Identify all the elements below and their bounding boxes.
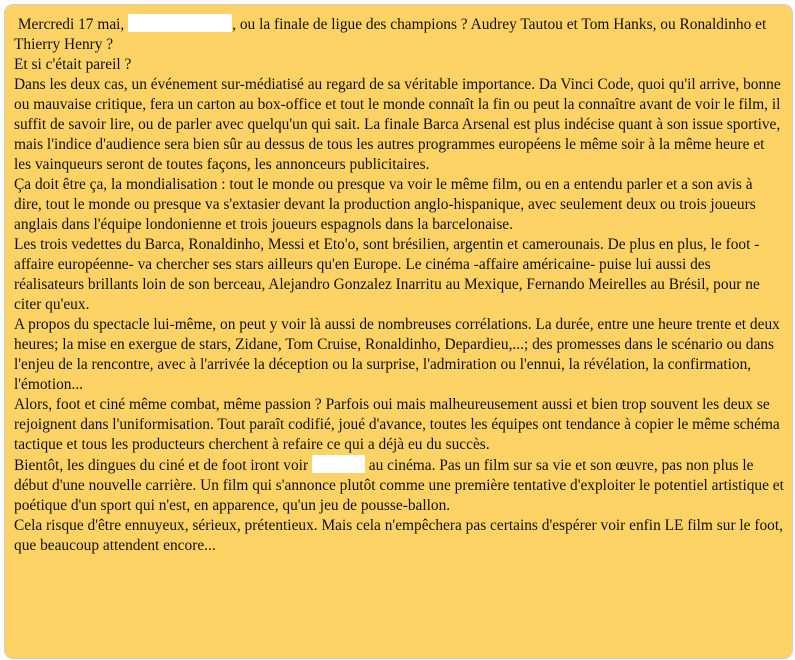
- paragraph-intro: [14, 14, 784, 55]
- upcoming-film-text-start: Bientôt, les dingues du ciné et de foot iront voir: [14, 457, 309, 474]
- paragraph-globalization: Ça doit être ça, la mondialisation : tout le monde ou presque va voir le même film, ou en a entendu parler et a son avis à dire, tout le monde ou presque va s'extasier devant la production anglo-hispanique, avec seulement deux ou trois joueurs anglais dans l'équipe londonienne et trois joueurs espagnols dans la barcelonaise.: [14, 176, 756, 233]
- paragraph-spectacle: A propos du spectacle lui-même, on peut y voir là aussi de nombreuses corrélations. La durée, entre une heure trente et deux heures; la mise en exergue de stars, Zidane, Tom Cruise, Ronaldinho, Depardieu,...; des promesses dans le scénario ou dans l'enjeu de la rencontre, avec à l'arrivée la déception ou la surprise, l'admiration ou l'ennui, la révélation, la confirmation, l'émotion...: [14, 316, 780, 393]
- paragraph-stars: Les trois vedettes du Barca, Ronaldinho, Messi et Eto'o, sont brésilien, argentin et camerounais. De plus en plus, le foot -affaire européenne- va chercher ses stars ailleurs qu'en Europe. Le cinéma -affaire américaine- puise lui aussi des réalisateurs brillants loin de son berceau, Alejandro Gonzalez Inarritu au Mexique, Fernando Meirelles au Brésil, pour ne citer qu'eux.: [14, 236, 760, 313]
- paragraph-conclusion: Cela risque d'être ennuyeux, sérieux, prétentieux. Mais cela n'empêchera pas certains d'espérer voir enfin LE film sur le foot, que beaucoup attendent encore...: [14, 517, 784, 554]
- article-card: [4, 4, 793, 659]
- paragraph-uniformity: Alors, foot et ciné même combat, même passion ? Parfois oui mais malheureusement aussi et bien trop souvent les deux se rejoignent dans l'uniformisation. Tout paraît codifié, joué d'avance, toutes les équipes ont tendance à copier le même schéma tactique et tous les producteurs cherchent à refaire ce qui a déjà eu du succès.: [14, 396, 780, 453]
- redacted-title-block: [128, 14, 232, 32]
- paragraph-upcoming-film: [14, 455, 784, 516]
- intro-text-start: Mercredi 17 mai,: [17, 16, 125, 33]
- upcoming-film-text-end: au cinéma. Pas un film sur sa vie et son œuvre, pas non plus le début d'une nouvelle carrière. Un film qui s'annonce plutôt comme une première tentative d'exploiter le potentiel artistique et poétique d'un sport qui n'est, en apparence, qu'un jeu de pousse-ballon.: [14, 457, 784, 514]
- intro-text-end: , ou la finale de ligue des champions ? Audrey Tautou et Tom Hanks, ou Ronaldinho et Thierry Henry ?: [14, 16, 767, 53]
- article-body: [14, 14, 784, 556]
- redacted-name-block: [312, 455, 365, 473]
- paragraph-question: Et si c'était pareil ?: [14, 56, 132, 73]
- paragraph-media-events: Dans les deux cas, un événement sur-médiatisé au regard de sa véritable importance. Da Vinci Code, quoi qu'il arrive, bonne ou mauvaise critique, fera un carton au box-office et tout le monde connaît la fin ou peut la connaître avant de voir le film, il suffit de savoir lire, ou de parler avec quelqu'un qui sait. La finale Barca Arsenal est plus indécise quant à son issue sportive, mais l'indice d'audience sera bien sûr au dessus de tous les autres programmes européens le même soir à la même heure et les vainqueurs seront de toutes façons, les annonceurs publicitaires.: [14, 76, 781, 173]
